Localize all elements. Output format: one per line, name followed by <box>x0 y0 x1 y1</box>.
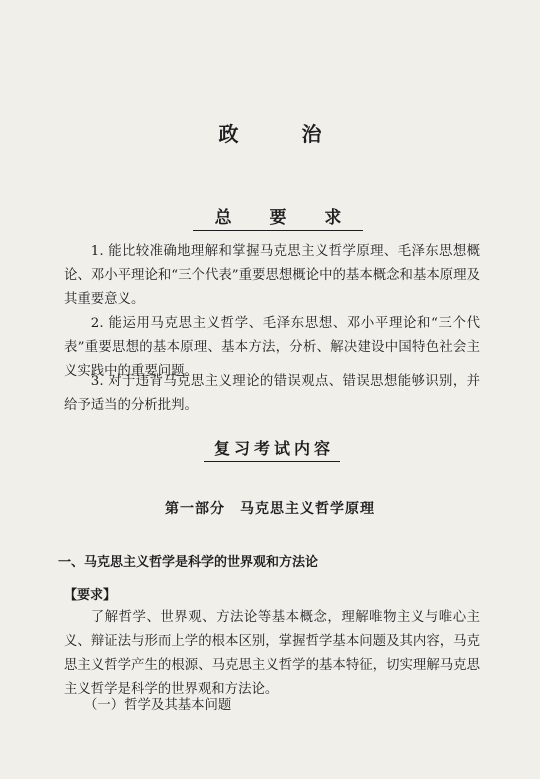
review-content-heading <box>0 436 540 462</box>
subsection-title: （一）哲学及其基本问题 <box>84 698 232 713</box>
general-requirements-heading <box>0 203 540 231</box>
review-content-heading-text: 复习考试内容 <box>204 436 340 462</box>
page-title: 政 治 <box>218 122 350 146</box>
section-title: 一、马克思主义哲学是科学的世界观和方法论 <box>58 555 319 570</box>
part-title: 第一部分 马克思主义哲学原理 <box>165 501 375 517</box>
requirement-item-1-text: 1. 能比较准确地理解和掌握马克思主义哲学原理、毛泽东思想概论、邓小平理论和“三个代表”重要思想概论中的基本概念和基本原理及其重要意义。 <box>64 244 480 307</box>
requirement-paragraph <box>64 606 480 702</box>
requirement-item-1 <box>64 240 480 312</box>
requirement-item-3 <box>64 370 480 418</box>
requirement-item-3-text: 3. 对于违背马克思主义理论的错误观点、错误思想能够识别，并给予适当的分析批判。 <box>64 374 480 413</box>
requirement-item-2-text: 2. 能运用马克思主义哲学、毛泽东思想、邓小平理论和“三个代表”重要思想的基本原理、基本方法，分析、解决建设中国特色社会主义实践中的重要问题。 <box>64 316 480 379</box>
requirement-paragraph-text: 了解哲学、世界观、方法论等基本概念，理解唯物主义与唯心主义、辩证法与形而上学的根本区别，掌握哲学基本问题及其内容，马克思主义哲学产生的根源、马克思主义哲学的基本特征，切实理解马克思主义哲学是科学的世界观和方法论。 <box>64 610 480 697</box>
general-requirements-heading-text: 总 要 求 <box>193 203 364 231</box>
requirement-label: 【要求】 <box>64 588 117 603</box>
